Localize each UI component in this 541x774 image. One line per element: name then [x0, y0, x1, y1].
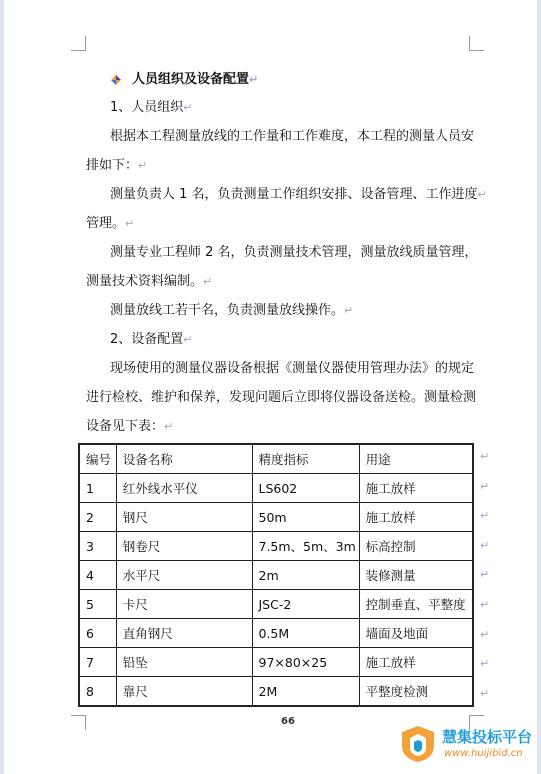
table-cell: 施工放样 [359, 474, 473, 503]
table-cell: 7.5m、5m、3m [252, 532, 359, 561]
table-cell: 2M [252, 677, 359, 707]
table-cell: 靠尺 [116, 677, 252, 707]
table-cell: LS602 [252, 474, 359, 503]
table-cell: 施工放样 [359, 503, 473, 532]
table-cell: 铅坠 [116, 648, 252, 677]
table-row [79, 677, 473, 707]
table-header-cell: 精度指标 [252, 444, 359, 474]
row-end-mark: ↵ [480, 657, 490, 671]
table-cell: 1 [79, 474, 116, 503]
table-row [79, 532, 473, 561]
table-cell: 平整度检测 [359, 677, 473, 707]
table-cell: 标高控制 [359, 532, 473, 561]
table-cell: 卡尺 [116, 590, 252, 619]
crop-mark-top-right [469, 36, 484, 51]
table-header-cell: 编号 [79, 444, 116, 474]
table-row [79, 474, 473, 503]
table-cell: 钢卷尺 [116, 532, 252, 561]
table-cell: 3 [79, 532, 116, 561]
row-end-mark: ↵ [480, 509, 490, 523]
row-end-mark: ↵ [480, 598, 490, 611]
table-cell: 水平尺 [116, 561, 252, 590]
logo-title: 慧集投标平台 [442, 728, 533, 746]
paragraph-line: 根据本工程测量放线的工作量和工作难度，本工程的测量人员安 [110, 129, 475, 144]
paragraph-line: 测量技术资料编制。↵ [86, 274, 213, 289]
table-cell: 红外线水平仪 [116, 474, 252, 503]
row-end-mark: ↵ [480, 479, 490, 493]
table-cell: 0.5M [252, 619, 359, 648]
table-cell: 墙面及地面 [359, 619, 473, 648]
table-cell: 50m [252, 503, 359, 532]
paragraph-line: 进行检校、维护和保养，发现问题后立即将仪器设备送检。测量检测 [86, 390, 477, 405]
crop-mark-top-left [71, 36, 86, 51]
table-cell: 装修测量 [359, 561, 473, 590]
table-cell: 5 [79, 590, 116, 619]
table-row [79, 648, 473, 677]
table-cell: JSC-2 [252, 590, 359, 619]
table-cell: 2m [252, 561, 359, 590]
page-edge-left [0, 0, 4, 774]
subsection-title: 1、人员组织↵ [110, 100, 193, 115]
subsection-title: 2、设备配置↵ [110, 332, 193, 347]
table-cell: 6 [79, 619, 116, 648]
crop-mark-bottom-left [71, 715, 86, 730]
table-cell: 控制垂直、平整度 [359, 590, 473, 619]
row-end-mark: ↵ [480, 686, 490, 700]
page-edge-right [537, 0, 541, 774]
table-header-cell: 设备名称 [116, 444, 252, 474]
table-cell: 4 [79, 561, 116, 590]
logo-url: www.huijibid.cn [444, 748, 523, 759]
bullet-icon [110, 74, 122, 86]
paragraph-line: 设备见下表：↵ [86, 419, 174, 434]
row-end-mark: ↵ [480, 568, 490, 582]
table-row [79, 619, 473, 648]
table-row [79, 590, 473, 619]
table-cell: 8 [79, 677, 116, 707]
equipment-table [78, 443, 474, 707]
section-heading: 人员组织及设备配置↵ [132, 72, 259, 87]
paragraph-line: 测量负责人 1 名，负责测量工作组织安排、设备管理、工作进度↵ [110, 187, 487, 202]
row-end-mark: ↵ [480, 450, 490, 463]
paragraph-line: 现场使用的测量仪器设备根据《测量仪器使用管理办法》的规定 [110, 361, 475, 376]
paragraph-line: 测量放线工若干名，负责测量放线操作。↵ [110, 303, 354, 318]
table-cell: 7 [79, 648, 116, 677]
logo-icon [398, 724, 438, 764]
table-header-cell: 用途 [359, 444, 473, 474]
paragraph-line: 排如下：↵ [86, 158, 148, 173]
page-number: 66 [281, 716, 295, 727]
paragraph-line: 管理。↵ [86, 216, 135, 231]
table-cell: 2 [79, 503, 116, 532]
table-header-row [79, 444, 473, 474]
table-cell: 施工放样 [359, 648, 473, 677]
table-row [79, 561, 473, 590]
site-logo [398, 722, 538, 772]
table-row [79, 503, 473, 532]
table-cell: 直角钢尺 [116, 619, 252, 648]
table-cell: 钢尺 [116, 503, 252, 532]
row-end-mark: ↵ [480, 627, 490, 641]
paragraph-line: 测量专业工程师 2 名，负责测量技术管理，测量放线质量管理， [110, 245, 478, 260]
row-end-mark: ↵ [480, 538, 490, 552]
table-cell: 97×80×25 [252, 648, 359, 677]
